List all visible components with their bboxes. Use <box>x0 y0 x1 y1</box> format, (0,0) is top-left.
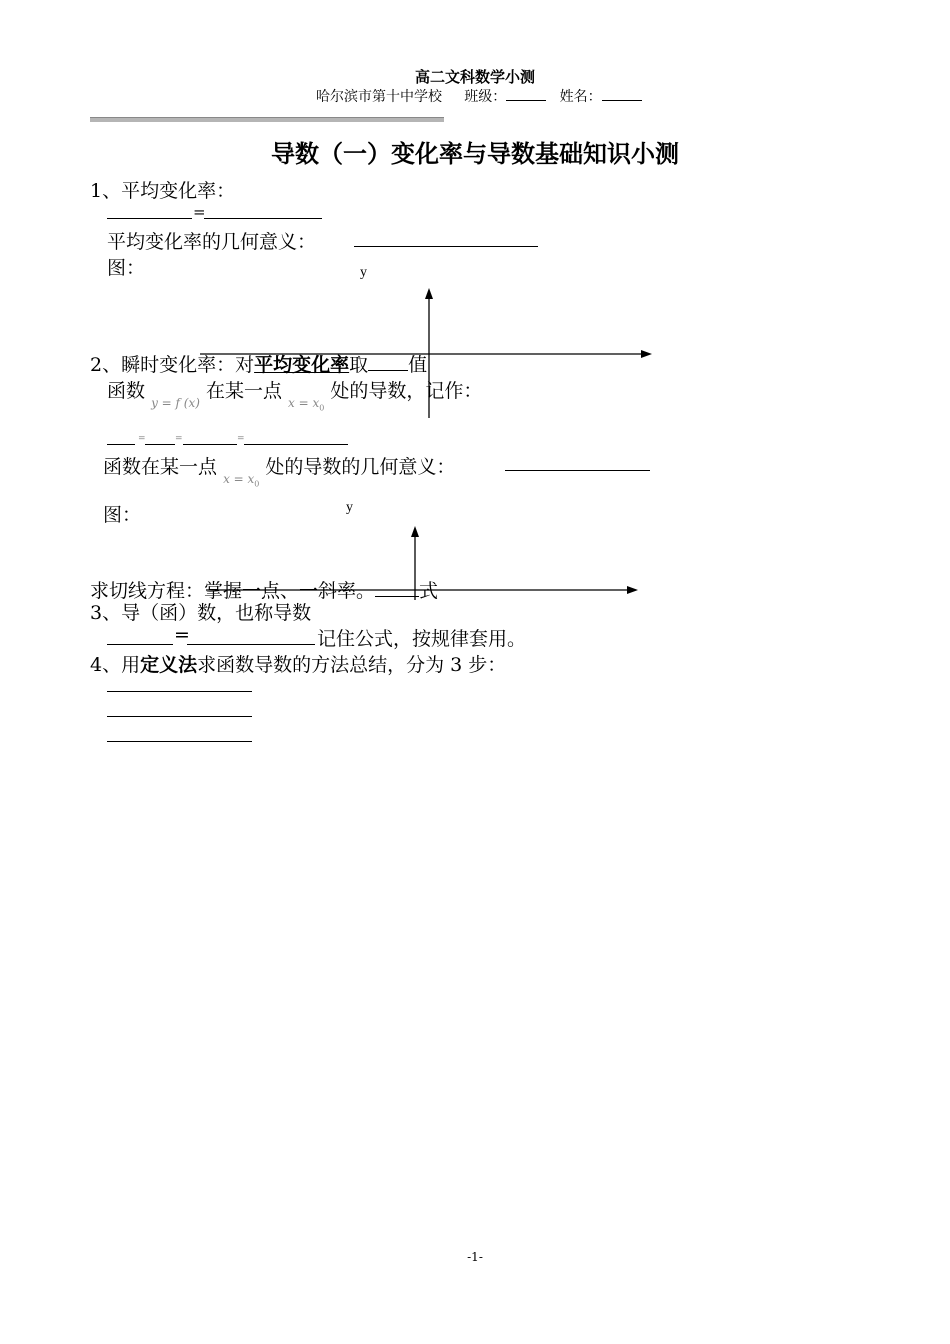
q2-eq-2: = <box>175 434 183 444</box>
q2-tangent-prefix: 求切线方程：掌握一点、一斜率。 <box>90 580 376 602</box>
q2-fn-formula: y = f (x) <box>151 396 200 410</box>
q2-geo-suffix: 处的导数的几何意义： <box>265 456 456 478</box>
q2-heading-bold: 平均变化率 <box>254 354 350 376</box>
q2-x-arrow <box>627 586 638 594</box>
q2-tangent-suffix: 式 <box>419 580 439 602</box>
header-title: 高二文科数学小测 <box>414 68 535 86</box>
q2-y-arrow <box>411 526 419 537</box>
q2-fn-prefix: 函数 <box>107 380 146 402</box>
q1-fig-label: 图： <box>107 257 146 279</box>
q2-heading-suffix: 值 <box>408 354 428 376</box>
q2-eq-3: = <box>237 434 245 444</box>
q2-fig-label: 图： <box>103 504 142 526</box>
q3-heading: 3、导（函）数，也称导数 <box>90 602 312 624</box>
page-title: 导数（一）变化率与导数基础知识小测 <box>271 139 679 168</box>
q1-axis-y-label: y <box>360 265 367 280</box>
q1-axes <box>200 288 652 418</box>
page-number: -1- <box>467 1250 483 1264</box>
q4-prefix: 4、用 <box>90 654 141 676</box>
name-label: 姓名： <box>559 89 602 105</box>
q1-y-arrow <box>425 288 433 299</box>
q4-suffix: 求函数导数的方法总结，分为 3 步： <box>197 654 507 676</box>
school-name: 哈尔滨市第十中学校 <box>316 89 442 105</box>
q2-geo-point: x = x0 <box>223 472 260 489</box>
q1-geo-label: 平均变化率的几何意义： <box>107 231 317 253</box>
q1-equals: = <box>193 203 206 221</box>
q2-axis-y-label: y <box>346 500 353 515</box>
q2-axes <box>206 526 638 600</box>
q2-heading-mid: 取 <box>349 354 369 376</box>
q4-bold: 定义法 <box>140 654 198 676</box>
q2-fn-suffix: 处的导数，记作： <box>330 380 483 402</box>
q2-fn-point: x = x0 <box>288 396 325 413</box>
q3-equals: = <box>174 624 190 646</box>
q2-geo-prefix: 函数在某一点 <box>103 456 218 478</box>
q2-heading-prefix: 2、瞬时变化率：对 <box>90 354 255 376</box>
q2-eq-1: = <box>138 434 146 444</box>
class-label: 班级： <box>464 89 507 105</box>
q3-suffix: 记住公式，按规律套用。 <box>317 628 527 650</box>
q2-fn-mid: 在某一点 <box>205 380 282 402</box>
q1-x-arrow <box>641 350 652 358</box>
q1-heading: 1、平均变化率： <box>90 180 236 202</box>
